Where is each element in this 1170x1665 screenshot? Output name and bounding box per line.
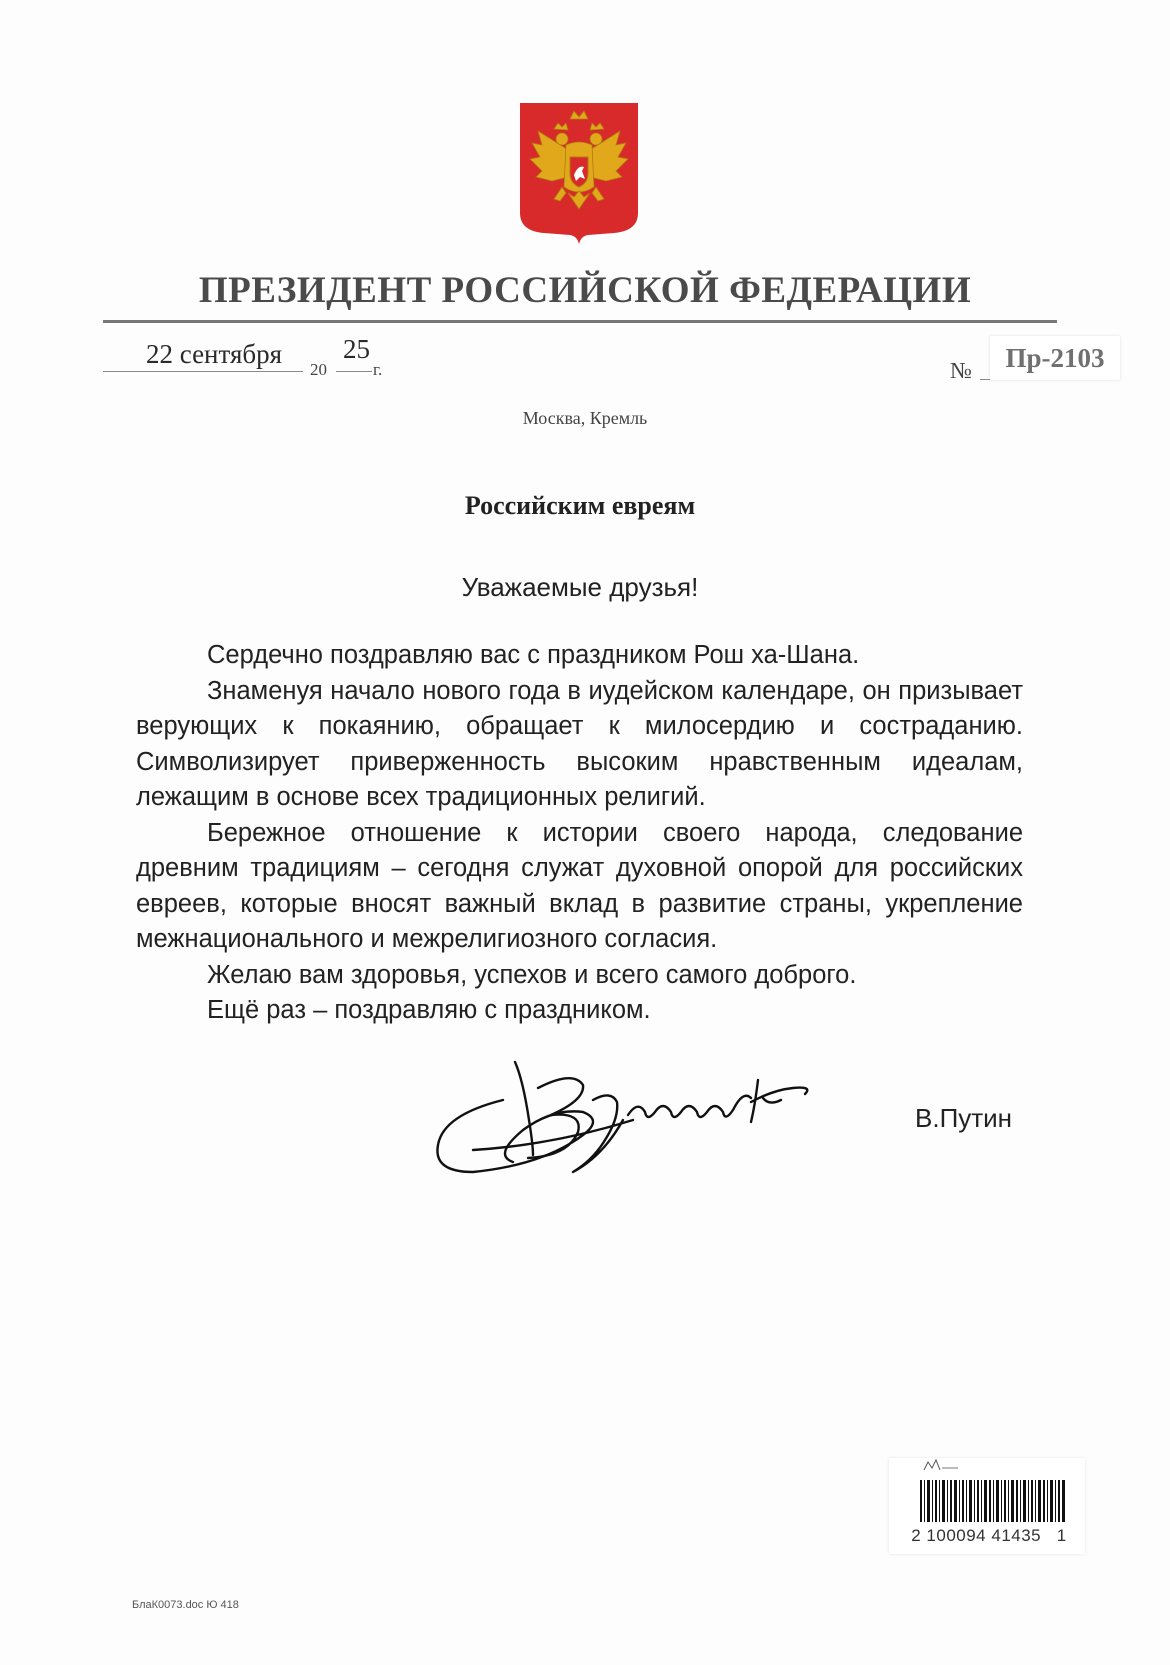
year-prefix: 20 [310, 360, 327, 379]
number-label: № [950, 358, 972, 383]
barcode-icon [920, 1480, 1065, 1522]
footer-form-code: БлаК0073.doc Ю 418 [132, 1599, 239, 1611]
letter-salutation: Уважаемые друзья! [461, 572, 699, 602]
barcode-logo-icon [920, 1458, 960, 1472]
russian-coat-of-arms-icon [518, 101, 640, 246]
handwritten-signature-icon [433, 1060, 843, 1180]
letter-body [136, 638, 1023, 1029]
body-paragraph: Ещё раз – поздравляю с праздником. [207, 996, 651, 1024]
letter-date: 22 сентября [146, 339, 283, 369]
body-paragraph: Знаменуя начало нового года в иудейском календаре, он призывает верующих к покаянию, обращает к милосердию и состраданию. Символизирует приверженность высоким нравственным идеалам, лежащим в основе всех традиционных религий. [136, 676, 1023, 811]
body-paragraph: Желаю вам здоровья, успехов и всего самого доброго. [207, 960, 857, 989]
letter-addressee: Российским евреям [464, 491, 696, 520]
year-suffix: г. [373, 360, 383, 379]
body-paragraph: Сердечно поздравляю вас с праздником Рош ха-Шана. [207, 641, 860, 669]
issue-place: Москва, Кремль [522, 408, 648, 428]
letter-year: 25 [343, 334, 370, 364]
document-number: Пр-2103 [990, 336, 1120, 380]
letterhead-title: ПРЕЗИДЕНТ РОССИЙСКОЙ ФЕДЕРАЦИИ [198, 270, 972, 311]
date-underline [103, 371, 303, 372]
year-underline [336, 371, 372, 372]
barcode-number: 2 100094 41435 1 [911, 1526, 1067, 1545]
body-paragraph: Бережное отношение к истории своего народа, следование древним традициям – сегодня служат духовной опорой для российских евреев, которые вносят важный вклад в развитие страны, укрепление межнационального и межрелигиозного согласия. [136, 818, 1023, 953]
signer-name: В.Путин [915, 1103, 1013, 1133]
letterhead-divider [103, 320, 1057, 323]
